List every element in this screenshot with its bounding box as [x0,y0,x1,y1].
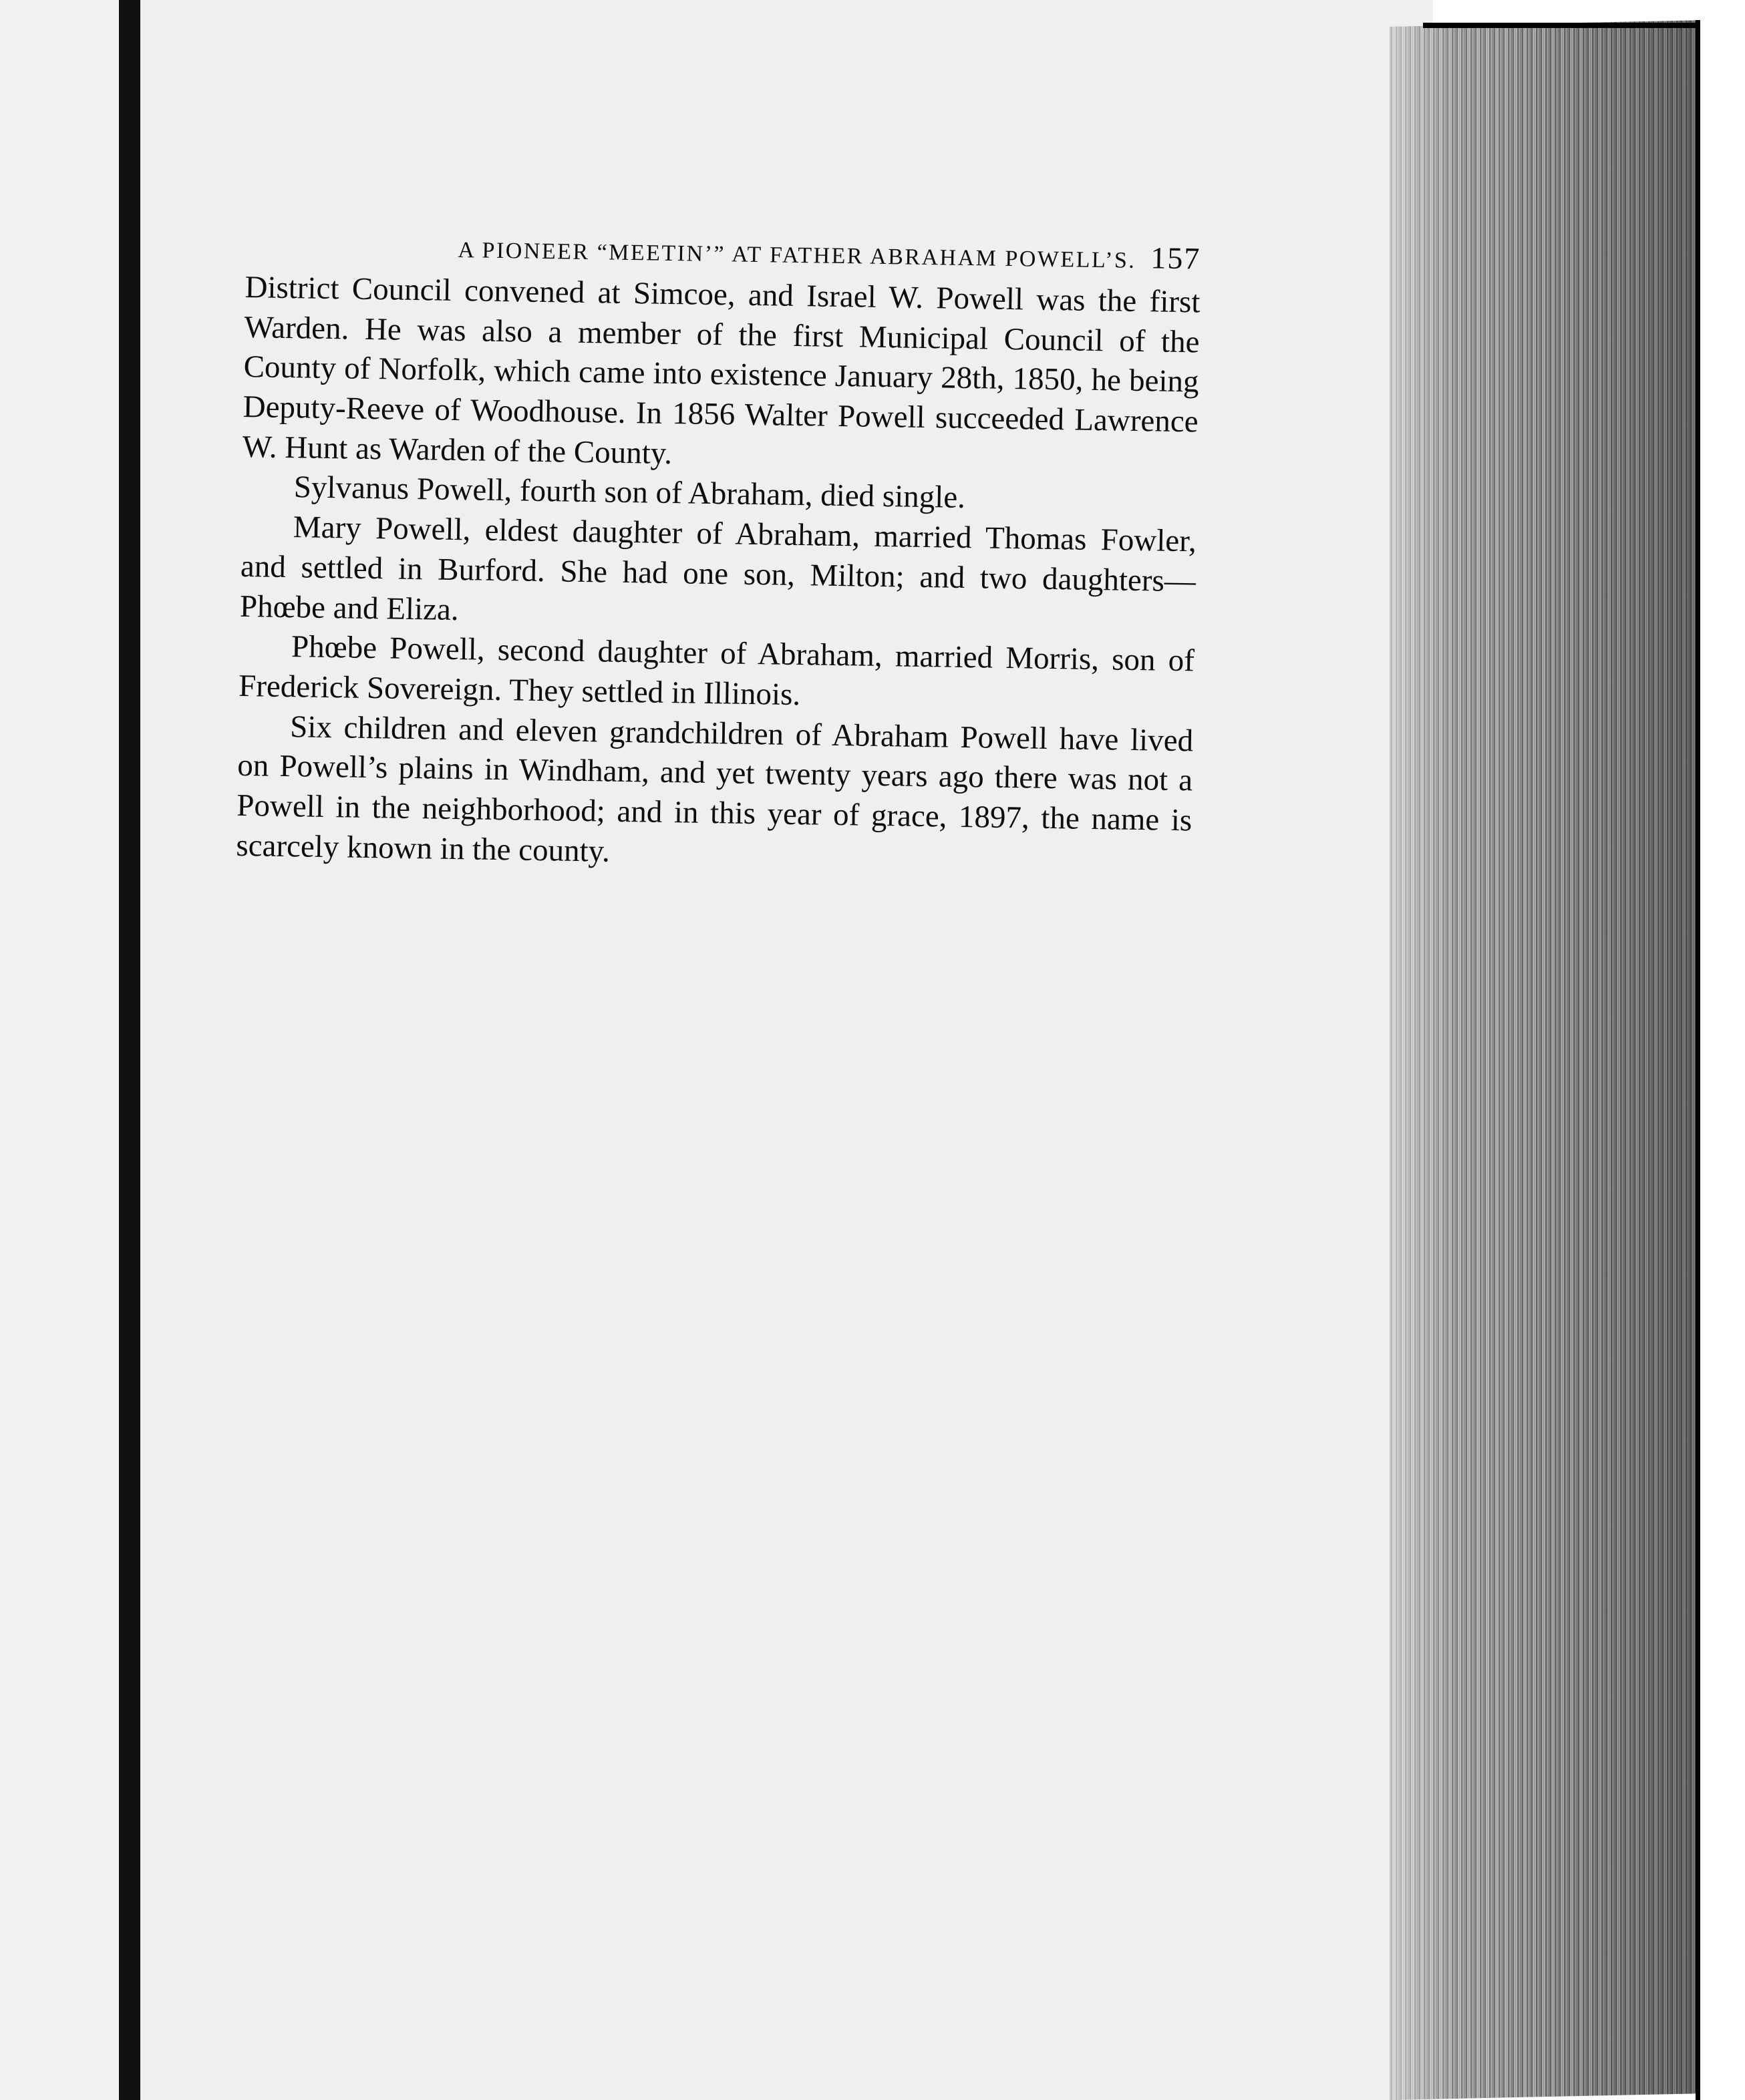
top-border-rule [1423,23,1701,28]
page-number: 157 [1150,240,1201,276]
paragraph: Phœbe Powell, second daughter of Abraham, married Morris, son of Frederick Sovereign. They settled in Illinois. [238,629,1195,712]
paragraph: District Council convened at Simcoe, and Israel W. Powell was the first Warden. He was also a member of the first Municipal Council of the County of Norfolk, which came into existence January 28th, 1850, he being Deputy-Reeve of Woodhouse. In 1856 Walter Powell succeeded Lawrence W. Hunt as Warden of the County. [242,269,1201,471]
page-edges-shading [1390,20,1710,2100]
body-text [236,268,1201,881]
running-title: A PIONEER “MEETIN’” AT FATHER ABRAHAM POWELL’S. [458,237,1136,273]
left-page-edge [0,0,119,2100]
page-text [236,226,1201,881]
paragraph: Mary Powell, eldest daughter of Abraham, married Thomas Fowler, and settled in Burford. She had one son, Milton; and two daughters—Phœbe and Eliza. [239,510,1197,627]
book-gutter [119,0,140,2100]
right-margin [1700,0,1745,2100]
paragraph: Six children and eleven grandchildren of Abraham Powell have lived on Powell’s plains in Windham, and yet twenty years ago there was not a Powell in the neighborhood; and in this year of grace, 1897, the name is scarcely known in the county. [236,709,1194,869]
paragraph: Sylvanus Powell, fourth son of Abraham, died single. [293,470,966,516]
